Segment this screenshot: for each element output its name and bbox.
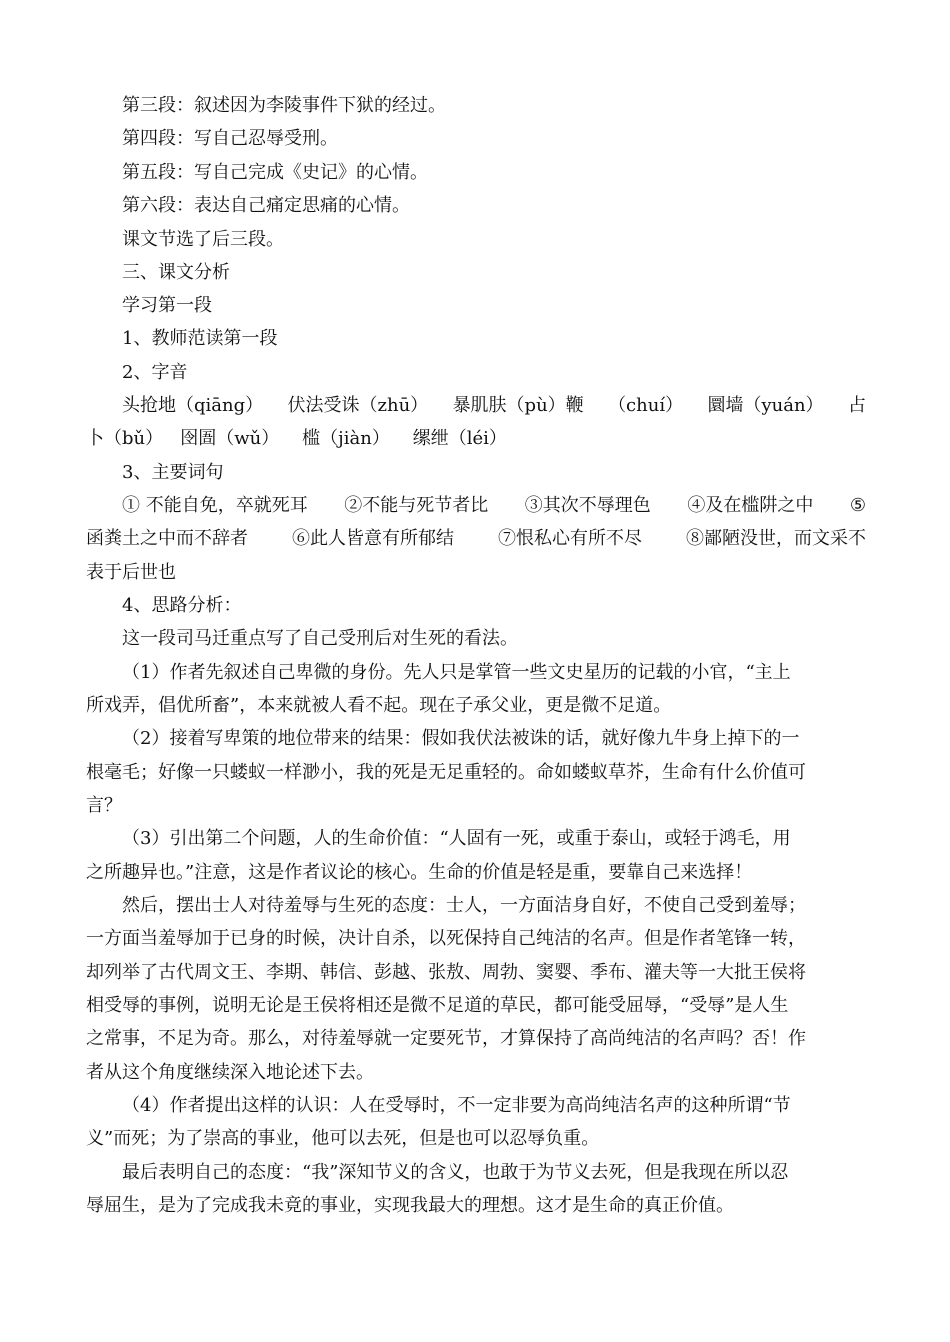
paragraph-line: （3）引出第二个问题，人的生命价值：“人固有一死，或重于泰山，或轻于鸿毛，用 (122, 828, 791, 849)
paragraph-line: 相受辱的事例，说明无论是王侯将相还是微不足道的草民，都可能受屈辱，“受辱”是人生 (86, 995, 789, 1016)
outline-item-3: 第三段：叙述因为李陵事件下狱的经过。 (122, 95, 446, 116)
pronunciation-item: 伏法受诛（zhū） (287, 395, 429, 416)
pronunciation-row-2: 卜（bǔ） 囹圄（wǔ） 槛（jiàn） 缧绁（léi） (86, 428, 507, 449)
phrase-item: ① 不能自免，卒就死耳 (122, 495, 308, 516)
paragraph-line: 一方面当羞辱加于已身的时候，决计自杀，以死保持自己纯洁的名声。但是作者笔锋一转， (86, 928, 806, 949)
outline-item-5: 第五段：写自己完成《史记》的心情。 (122, 162, 428, 183)
step-pronunciation: 2、字音 (122, 362, 188, 383)
paragraph-line: （1）作者先叙述自己卑微的身份。先人只是掌管一些文史星历的记载的小官，“主上 (122, 662, 791, 683)
paragraph-line: 所戏弄，倡优所畜”，本来就被人看不起。现在子承父业，更是微不足道。 (86, 695, 672, 716)
paragraph-line: 最后表明自己的态度：“我”深知节义的含义，也敢于为节义去死，但是我现在所以忍 (122, 1162, 789, 1183)
pronunciation-item: 头抢地（qiāng） (122, 395, 264, 416)
paragraph-line: 之所趣异也。”注意，这是作者议论的核心。生命的价值是轻是重，要靠自己来选择！ (86, 862, 753, 883)
paragraph-line: 之常事，不足为奇。那么，对待羞辱就一定要死节，才算保持了高尚纯洁的名声吗？否！作 (86, 1028, 806, 1049)
pronunciation-row (122, 394, 866, 418)
paragraph-line: 辱屈生，是为了完成我未竟的事业，实现我最大的理想。这才是生命的真正价值。 (86, 1195, 734, 1216)
phrase-row-2 (86, 527, 866, 551)
paragraph-line: 根毫毛；好像一只蝼蚁一样渺小，我的死是无足重轻的。命如蝼蚁草芥，生命有什么价值可 (86, 762, 806, 783)
step-analysis: 4、思路分析： (122, 595, 242, 616)
outline-note: 课文节选了后三段。 (122, 229, 284, 250)
phrase-row (122, 494, 866, 518)
step-read-aloud: 1、教师范读第一段 (122, 328, 278, 349)
section-heading: 三、课文分析 (122, 262, 230, 283)
phrase-item: ⑤ (849, 495, 866, 516)
pronunciation-item: 圜墙（yuán） (707, 395, 824, 416)
phrase-item: 函粪土之中而不辞者 (86, 528, 248, 549)
pronunciation-item: （chuí） (608, 395, 684, 416)
paragraph-line: 言？ (86, 795, 122, 816)
phrase-item: ⑥此人皆意有所郁结 (292, 528, 454, 549)
outline-item-4: 第四段：写自己忍辱受刑。 (122, 128, 338, 149)
paragraph-line: 却列举了古代周文王、李期、韩信、彭越、张敖、周勃、窦婴、季布、灌夫等一大批王侯将 (86, 962, 806, 983)
phrase-item: ②不能与死节者比 (344, 495, 489, 516)
phrase-item: ⑦恨私心有所不尽 (498, 528, 642, 549)
study-heading: 学习第一段 (122, 295, 212, 316)
paragraph-line: 义”而死；为了崇高的事业，他可以去死，但是也可以忍辱负重。 (86, 1128, 600, 1149)
paragraph-line: （4）作者提出这样的认识：人在受辱时，不一定非要为高尚纯洁名声的这种所谓“节 (122, 1095, 791, 1116)
step-key-phrases: 3、主要词句 (122, 462, 224, 483)
paragraph-line: （2）接着写卑策的地位带来的结果：假如我伏法被诛的话，就好像九牛身上掉下的一 (122, 728, 800, 749)
pronunciation-item: 占 (847, 395, 866, 416)
pronunciation-item: 暴肌肤（pù）鞭 (452, 395, 584, 416)
phrase-item: ③其次不辱理色 (524, 495, 651, 516)
phrase-row-3: 表于后世也 (86, 562, 176, 583)
phrase-item: ⑧鄙陋没世，而文采不 (686, 528, 866, 549)
paragraph-line: 然后，摆出士人对待羞辱与生死的态度：士人，一方面洁身自好，不使自己受到羞辱； (122, 895, 806, 916)
analysis-intro: 这一段司马迁重点写了自己受刑后对生死的看法。 (122, 628, 518, 649)
outline-item-6: 第六段：表达自己痛定思痛的心情。 (122, 195, 410, 216)
phrase-item: ④及在槛阱之中 (687, 495, 814, 516)
paragraph-line: 者从这个角度继续深入地论述下去。 (86, 1062, 374, 1083)
